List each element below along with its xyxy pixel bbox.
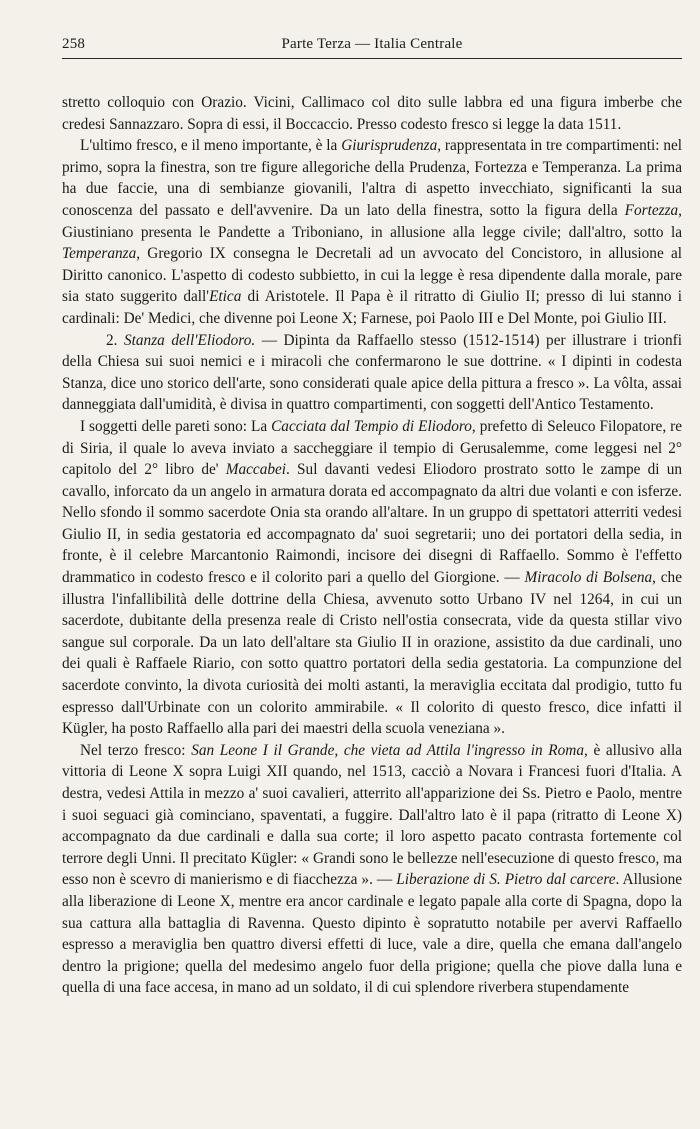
italic-title: Maccabei [225, 461, 287, 479]
text-run: , Gregorio IX consegna le Decretali ad un avvocato del Concistoro, in allusione al Diritto canonico. L'aspetto di codesto subbietto, in cui la legge è resa dipendente dalla morale, pare sia stato suggerito dall' [62, 245, 682, 306]
paragraph [62, 330, 682, 416]
italic-title: Temperanza [62, 245, 137, 263]
text-run: , che illustra l'infallibilità delle dottrine della Chiesa, avvenuto sotto Urbano IV nel 1264, in cui un sacerdote, dubitante della presenza reale di Cristo nell'ostia consecrata, vide da questa stillar vivo sangue sul corporale. Da un lato dell'altare sta Giulio II in orazione, assistito da due cardinali, uno dei quali è Raffaele Riario, con sotto quattro portatori della sedia gestatoria. La compunzione del sacerdote convinto, la divota curiosità dei molti astanti, la meraviglia eccitata dal prodigio, tutto fu espresso dall'Urbinate con un colorito ammirabile. « Il colorito di questo fresco, dice infatti il Kügler, ha posto Raffaello alla pari dei maestri della scuola veneziana ». [62, 569, 682, 738]
paragraph [62, 92, 682, 135]
running-title: Parte Terza — Italia Centrale [281, 36, 463, 52]
body-text [62, 92, 682, 999]
italic-title: Fortezza [624, 201, 679, 219]
text-run: , prefetto di Seleuco Filopatore, re di Siria, il quale lo aveva inviato a saccheggiare il tempio di Gerusalemme, come leggesi nel 2° capitolo del 2° libro de' [62, 417, 682, 479]
page-number: 258 [62, 36, 86, 52]
text-run: , è allusivo alla vittoria di Leone X sopra Luigi XII quando, nel 1513, cacciò a Novara i Francesi fuori d'Italia. A destra, vedesi Attila in mezzo a' suoi cavalieri, atterrito all'apparizione dei Ss. Pietro e Paolo, mentre i suoi seguaci già cominciano, spaventati, a fuggire. Dall'altro lato è il papa (ritratto di Leone X) accompagnato da due cardinali e dalla sua corte; il loro aspetto pacato contrasta fortemente col terrore degli Unni. Il precitato Kügler: « Grandi sono le bellezze nell'esecuzione di questo fresco, ma esso non è scevro di manierismo e di fiacchezza ». — [62, 741, 683, 889]
italic-title: Liberazione di S. Pietro dal carcere [396, 871, 616, 889]
text-run: , rappresentata in tre compartimenti: nel primo, sopra la finestra, son tre figure allegoriche della Prudenza, Fortezza e Temperanza. La prima ha due faccie, una di sembianze giovanili, l'altra di aspetto invecchiato, significanti la sua conoscenza del passato e dell'avvenire. Da un lato della finestra, sotto la figura della [62, 137, 683, 219]
italic-title: Etica [209, 288, 242, 306]
paragraph [62, 740, 682, 999]
italic-title: Cacciata dal Tempio di Eliodoro [271, 417, 472, 435]
italic-title: San Leone I il Grande, che vieta ad Attila l'ingresso in Roma [191, 741, 584, 759]
text-run: . Allusione alla liberazione di Leone X, mentre era ancor cardinale e legato papale alla corte di Spagna, dopo la sua cattura alla battaglia di Ravenna. Questo dipinto è sopratutto notabile per avervi Raffaello espresso a meraviglia ben quattro diversi effetti di luce, vale a dire, quella che emana dall'angelo dentro la prigione; quella del medesimo angelo fuor della prigione; quella che piove dalla luna e quella di una face accesa, in mano ad un soldato, il di cui splendore riverbera stupendamente [62, 871, 683, 997]
italic-title: Giurisprudenza [341, 137, 438, 155]
text-run: Nel terzo fresco: [80, 741, 192, 759]
italic-title: Miracolo di Bolsena [524, 569, 653, 587]
paragraph [62, 135, 682, 329]
text-run: , Giustiniano presenta le Pandette a Triboniano, in allusione alla legge civile; dall'altro, sotto la [62, 201, 682, 241]
text-run: L'ultimo fresco, e il meno importante, è la [80, 137, 342, 155]
text-run: 2. [106, 331, 124, 349]
text-run: stretto colloquio con Orazio. Vicini, Callimaco col dito sulle labbra ed una figura imberbe che credesi Sannazzaro. Sopra di essi, il Boccaccio. Presso codesto fresco si legge la data 1511. [62, 94, 682, 133]
paragraph [62, 416, 682, 740]
text-run: — Dipinta da Raffaello stesso (1512-1514) per illustrare i trionfi della Chiesa sui suoi nemici e i miracoli che confermarono le sue dottrine. « I dipinti in codesta Stanza, dice uno storico dell'arte, sono considerati quale apice della pittura a fresco ». La vôlta, assai danneggiata dall'umidità, è divisa in quattro compartimenti, con soggetti dell'Antico Testamento. [62, 331, 682, 414]
text-run: . Sul davanti vedesi Eliodoro prostrato sotto le zampe di un cavallo, inforcato da un angelo in armatura dorata ed accompagnato da altri due volanti e con isferze. Nello sfondo il sommo sacerdote Onia sta orando all'altare. In un gruppo di spettatori atterriti vedesi Giulio II, in sedia gestatoria ed accompagnato da' suoi segretarii; uno dei portatori della sedia, in fronte, è il celebre Marcantonio Raimondi, incisore dei disegni di Raffaello. Sommo è l'effetto drammatico in codesto fresco e il colorito pari a quello del Giorgione. — [62, 461, 683, 587]
text-run: di Aristotele. Il Papa è il ritratto di Giulio II; presso di lui stanno i cardinali: De' Medici, che divenne poi Leone X; Farnese, poi Paolo III e Del Monte, poi Giulio III. [62, 288, 683, 327]
page-header [62, 34, 682, 59]
italic-title: Stanza dell'Eliodoro. [124, 331, 256, 349]
text-run: I soggetti delle pareti sono: La [80, 417, 272, 435]
